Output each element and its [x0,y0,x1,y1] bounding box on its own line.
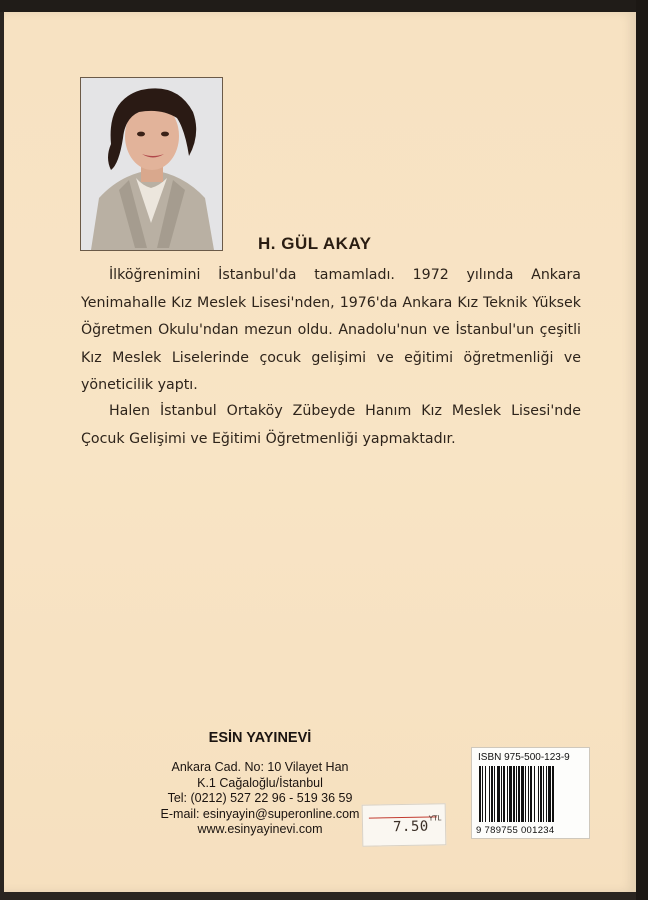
bio-paragraph-2-text: Halen İstanbul Ortaköy Zübeyde Hanım Kız Meslek Lisesi'nde Çocuk Gelişimi ve Eğitimi Öğretmenliği yapmaktadır. [81,403,581,447]
price-value: 7.50 [392,818,429,836]
isbn-label: ISBN 975-500-123-9 [478,752,570,763]
barcode-bars [479,766,583,826]
publisher-phone: Tel: (0212) 527 22 96 - 519 36 59 [167,791,353,806]
book-top-edge [0,0,648,12]
publisher-email: E-mail: esinyayin@superonline.com [160,806,360,821]
barcode-number: 9 789755 001234 [476,825,555,836]
publisher-name: ESİN YAYINEVİ [208,730,312,746]
publisher-block [120,730,400,838]
bio-paragraph-1-text: İlköğrenimini İstanbul'da tamamladı. 1972 yılında Ankara Yenimahalle Kız Meslek Lisesi'nden, 1976'da Ankara Kız Teknik Yüksek Öğretmen Okulu'ndan mezun oldu. Anadolu'nun ve İstanbul'un çeşitli Kız Meslek Liselerinde çocuk gelişimi ve eğitimi öğretmenliği ve yöneticilik yaptı. [81,267,581,393]
publisher-website: www.esinyayinevi.com [197,822,323,837]
price-currency: YTL [428,814,442,823]
isbn-barcode [471,747,590,839]
book-spine-shadow [636,0,648,900]
publisher-address-line-2: K.1 Cağaloğlu/İstanbul [197,775,323,790]
author-name: H. GÜL AKAY [258,234,372,253]
bio-paragraph-2 [81,398,581,453]
bio-paragraph-1 [81,262,581,400]
publisher-address-line-1: Ankara Cad. No: 10 Vilayet Han [171,760,349,774]
author-photo [80,77,223,251]
price-sticker [362,803,447,846]
